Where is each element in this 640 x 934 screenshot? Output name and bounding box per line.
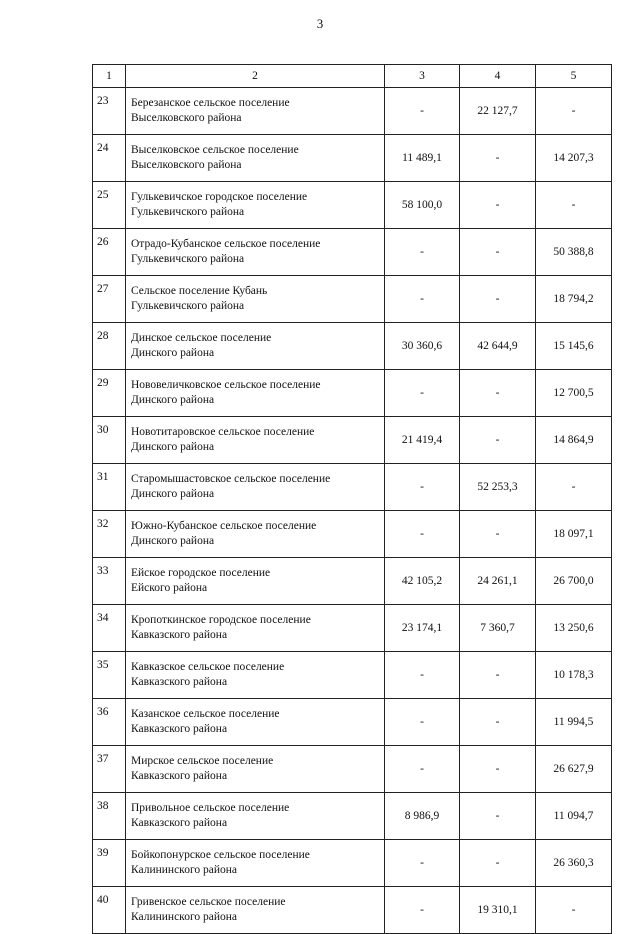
column-header-4: 4: [460, 65, 536, 88]
table-row: [93, 840, 612, 887]
row-number-cell: 40: [93, 887, 126, 934]
district-name: Выселковского района: [131, 112, 242, 124]
district-name: Гулькевичского района: [131, 300, 245, 312]
row-number-cell: 34: [93, 605, 126, 652]
value-col4-cell: -: [460, 182, 536, 229]
settlement-name: Ейское городское поселение: [131, 567, 271, 579]
value-col4-cell: 7 360,7: [460, 605, 536, 652]
table-row: [93, 370, 612, 417]
value-col3-cell: -: [385, 699, 460, 746]
row-number-cell: 23: [93, 88, 126, 135]
district-name: Гулькевичского района: [131, 253, 245, 265]
value-col3-cell: -: [385, 464, 460, 511]
settlement-name-cell: [126, 464, 385, 511]
table-row: [93, 699, 612, 746]
value-col5-cell: 26 360,3: [536, 840, 612, 887]
settlement-name-cell: [126, 699, 385, 746]
column-header-2: 2: [126, 65, 385, 88]
settlement-name: Нововеличковское сельское поселение: [131, 379, 321, 391]
value-col3-cell: -: [385, 887, 460, 934]
settlement-name: Привольное сельское поселение: [131, 802, 290, 814]
value-col4-cell: -: [460, 370, 536, 417]
table-row: [93, 88, 612, 135]
value-col3-cell: 42 105,2: [385, 558, 460, 605]
settlement-name-cell: [126, 88, 385, 135]
value-col5-cell: -: [536, 887, 612, 934]
settlement-name-cell: [126, 840, 385, 887]
value-col3-cell: -: [385, 652, 460, 699]
settlement-name-cell: [126, 511, 385, 558]
district-name: Кавказского района: [131, 629, 228, 641]
value-col3-cell: 23 174,1: [385, 605, 460, 652]
value-col4-cell: 24 261,1: [460, 558, 536, 605]
row-number-cell: 26: [93, 229, 126, 276]
value-col4-cell: -: [460, 793, 536, 840]
value-col5-cell: -: [536, 464, 612, 511]
value-col5-cell: 10 178,3: [536, 652, 612, 699]
settlement-name: Старомышастовское сельское поселение: [131, 473, 331, 485]
district-name: Динского района: [131, 441, 215, 453]
settlement-name-cell: [126, 323, 385, 370]
value-col3-cell: -: [385, 276, 460, 323]
table-row: [93, 887, 612, 934]
value-col5-cell: 26 627,9: [536, 746, 612, 793]
settlement-name-cell: [126, 135, 385, 182]
settlement-name-cell: [126, 605, 385, 652]
settlement-name: Южно-Кубанское сельское поселение: [131, 520, 317, 532]
district-name: Динского района: [131, 488, 215, 500]
settlement-name: Гривенское сельское поселение: [131, 896, 286, 908]
value-col4-cell: 19 310,1: [460, 887, 536, 934]
district-name: Калининского района: [131, 911, 238, 923]
value-col5-cell: 13 250,6: [536, 605, 612, 652]
row-number-cell: 24: [93, 135, 126, 182]
value-col5-cell: 15 145,6: [536, 323, 612, 370]
table-row: [93, 511, 612, 558]
value-col5-cell: 12 700,5: [536, 370, 612, 417]
settlement-name: Казанское сельское поселение: [131, 708, 280, 720]
value-col5-cell: 26 700,0: [536, 558, 612, 605]
value-col4-cell: -: [460, 276, 536, 323]
row-number-cell: 28: [93, 323, 126, 370]
value-col4-cell: 22 127,7: [460, 88, 536, 135]
value-col3-cell: 21 419,4: [385, 417, 460, 464]
row-number-cell: 39: [93, 840, 126, 887]
value-col5-cell: 50 388,8: [536, 229, 612, 276]
settlement-name-cell: [126, 182, 385, 229]
district-name: Динского района: [131, 535, 215, 547]
value-col4-cell: 52 253,3: [460, 464, 536, 511]
value-col5-cell: 14 207,3: [536, 135, 612, 182]
table-body: [93, 65, 612, 934]
table-row: [93, 793, 612, 840]
row-number-cell: 32: [93, 511, 126, 558]
value-col3-cell: -: [385, 88, 460, 135]
value-col4-cell: -: [460, 417, 536, 464]
value-col3-cell: -: [385, 840, 460, 887]
table-row: [93, 182, 612, 229]
table-row: [93, 652, 612, 699]
column-header-3: 3: [385, 65, 460, 88]
value-col4-cell: -: [460, 511, 536, 558]
value-col4-cell: -: [460, 746, 536, 793]
settlement-name: Выселковское сельское поселение: [131, 144, 299, 156]
row-number-cell: 27: [93, 276, 126, 323]
settlement-name-cell: [126, 417, 385, 464]
header-row: [93, 65, 612, 88]
settlement-name-cell: [126, 793, 385, 840]
district-name: Кавказского района: [131, 770, 228, 782]
settlement-name-cell: [126, 229, 385, 276]
value-col5-cell: -: [536, 88, 612, 135]
settlement-name-cell: [126, 746, 385, 793]
value-col5-cell: 18 097,1: [536, 511, 612, 558]
settlement-name: Кавказское сельское поселение: [131, 661, 285, 673]
value-col3-cell: -: [385, 370, 460, 417]
table-row: [93, 135, 612, 182]
settlement-name-cell: [126, 276, 385, 323]
district-name: Ейского района: [131, 582, 208, 594]
settlement-name: Мирское сельское поселение: [131, 755, 274, 767]
value-col3-cell: -: [385, 229, 460, 276]
value-col5-cell: -: [536, 182, 612, 229]
settlement-name-cell: [126, 370, 385, 417]
value-col5-cell: 14 864,9: [536, 417, 612, 464]
value-col5-cell: 11 994,5: [536, 699, 612, 746]
settlement-name: Сельское поселение Кубань: [131, 285, 268, 297]
value-col3-cell: -: [385, 746, 460, 793]
settlement-name: Березанское сельское поселение: [131, 97, 290, 109]
row-number-cell: 29: [93, 370, 126, 417]
row-number-cell: 35: [93, 652, 126, 699]
settlement-name-cell: [126, 558, 385, 605]
row-number-cell: 36: [93, 699, 126, 746]
value-col5-cell: 18 794,2: [536, 276, 612, 323]
table-row: [93, 464, 612, 511]
settlement-name: Новотитаровское сельское поселение: [131, 426, 315, 438]
table-row: [93, 417, 612, 464]
value-col4-cell: -: [460, 699, 536, 746]
value-col4-cell: -: [460, 229, 536, 276]
row-number-cell: 25: [93, 182, 126, 229]
table-row: [93, 276, 612, 323]
value-col4-cell: -: [460, 135, 536, 182]
data-table: [92, 64, 612, 934]
row-number-cell: 38: [93, 793, 126, 840]
value-col4-cell: -: [460, 652, 536, 699]
value-col4-cell: 42 644,9: [460, 323, 536, 370]
district-name: Гулькевичского района: [131, 206, 245, 218]
district-name: Кавказского района: [131, 676, 228, 688]
settlement-name: Кропоткинское городское поселение: [131, 614, 311, 626]
value-col3-cell: -: [385, 511, 460, 558]
table-row: [93, 746, 612, 793]
settlement-name: Бойкопонурское сельское поселение: [131, 849, 310, 861]
settlement-name: Динское сельское поселение: [131, 332, 272, 344]
settlement-name: Гулькевичское городское поселение: [131, 191, 308, 203]
district-name: Калининского района: [131, 864, 238, 876]
value-col5-cell: 11 094,7: [536, 793, 612, 840]
value-col3-cell: 30 360,6: [385, 323, 460, 370]
row-number-cell: 30: [93, 417, 126, 464]
value-col3-cell: 8 986,9: [385, 793, 460, 840]
district-name: Динского района: [131, 347, 215, 359]
settlement-name-cell: [126, 887, 385, 934]
column-header-5: 5: [536, 65, 612, 88]
value-col3-cell: 58 100,0: [385, 182, 460, 229]
settlement-name: Отрадо-Кубанское сельское поселение: [131, 238, 321, 250]
table-row: [93, 605, 612, 652]
district-name: Кавказского района: [131, 817, 228, 829]
table-row: [93, 323, 612, 370]
value-col3-cell: 11 489,1: [385, 135, 460, 182]
district-name: Выселковского района: [131, 159, 242, 171]
district-name: Динского района: [131, 394, 215, 406]
district-name: Кавказского района: [131, 723, 228, 735]
table-row: [93, 229, 612, 276]
settlement-name-cell: [126, 652, 385, 699]
page-number: 3: [316, 16, 324, 31]
row-number-cell: 37: [93, 746, 126, 793]
row-number-cell: 33: [93, 558, 126, 605]
column-header-1: 1: [93, 65, 126, 88]
table-row: [93, 558, 612, 605]
value-col4-cell: -: [460, 840, 536, 887]
row-number-cell: 31: [93, 464, 126, 511]
